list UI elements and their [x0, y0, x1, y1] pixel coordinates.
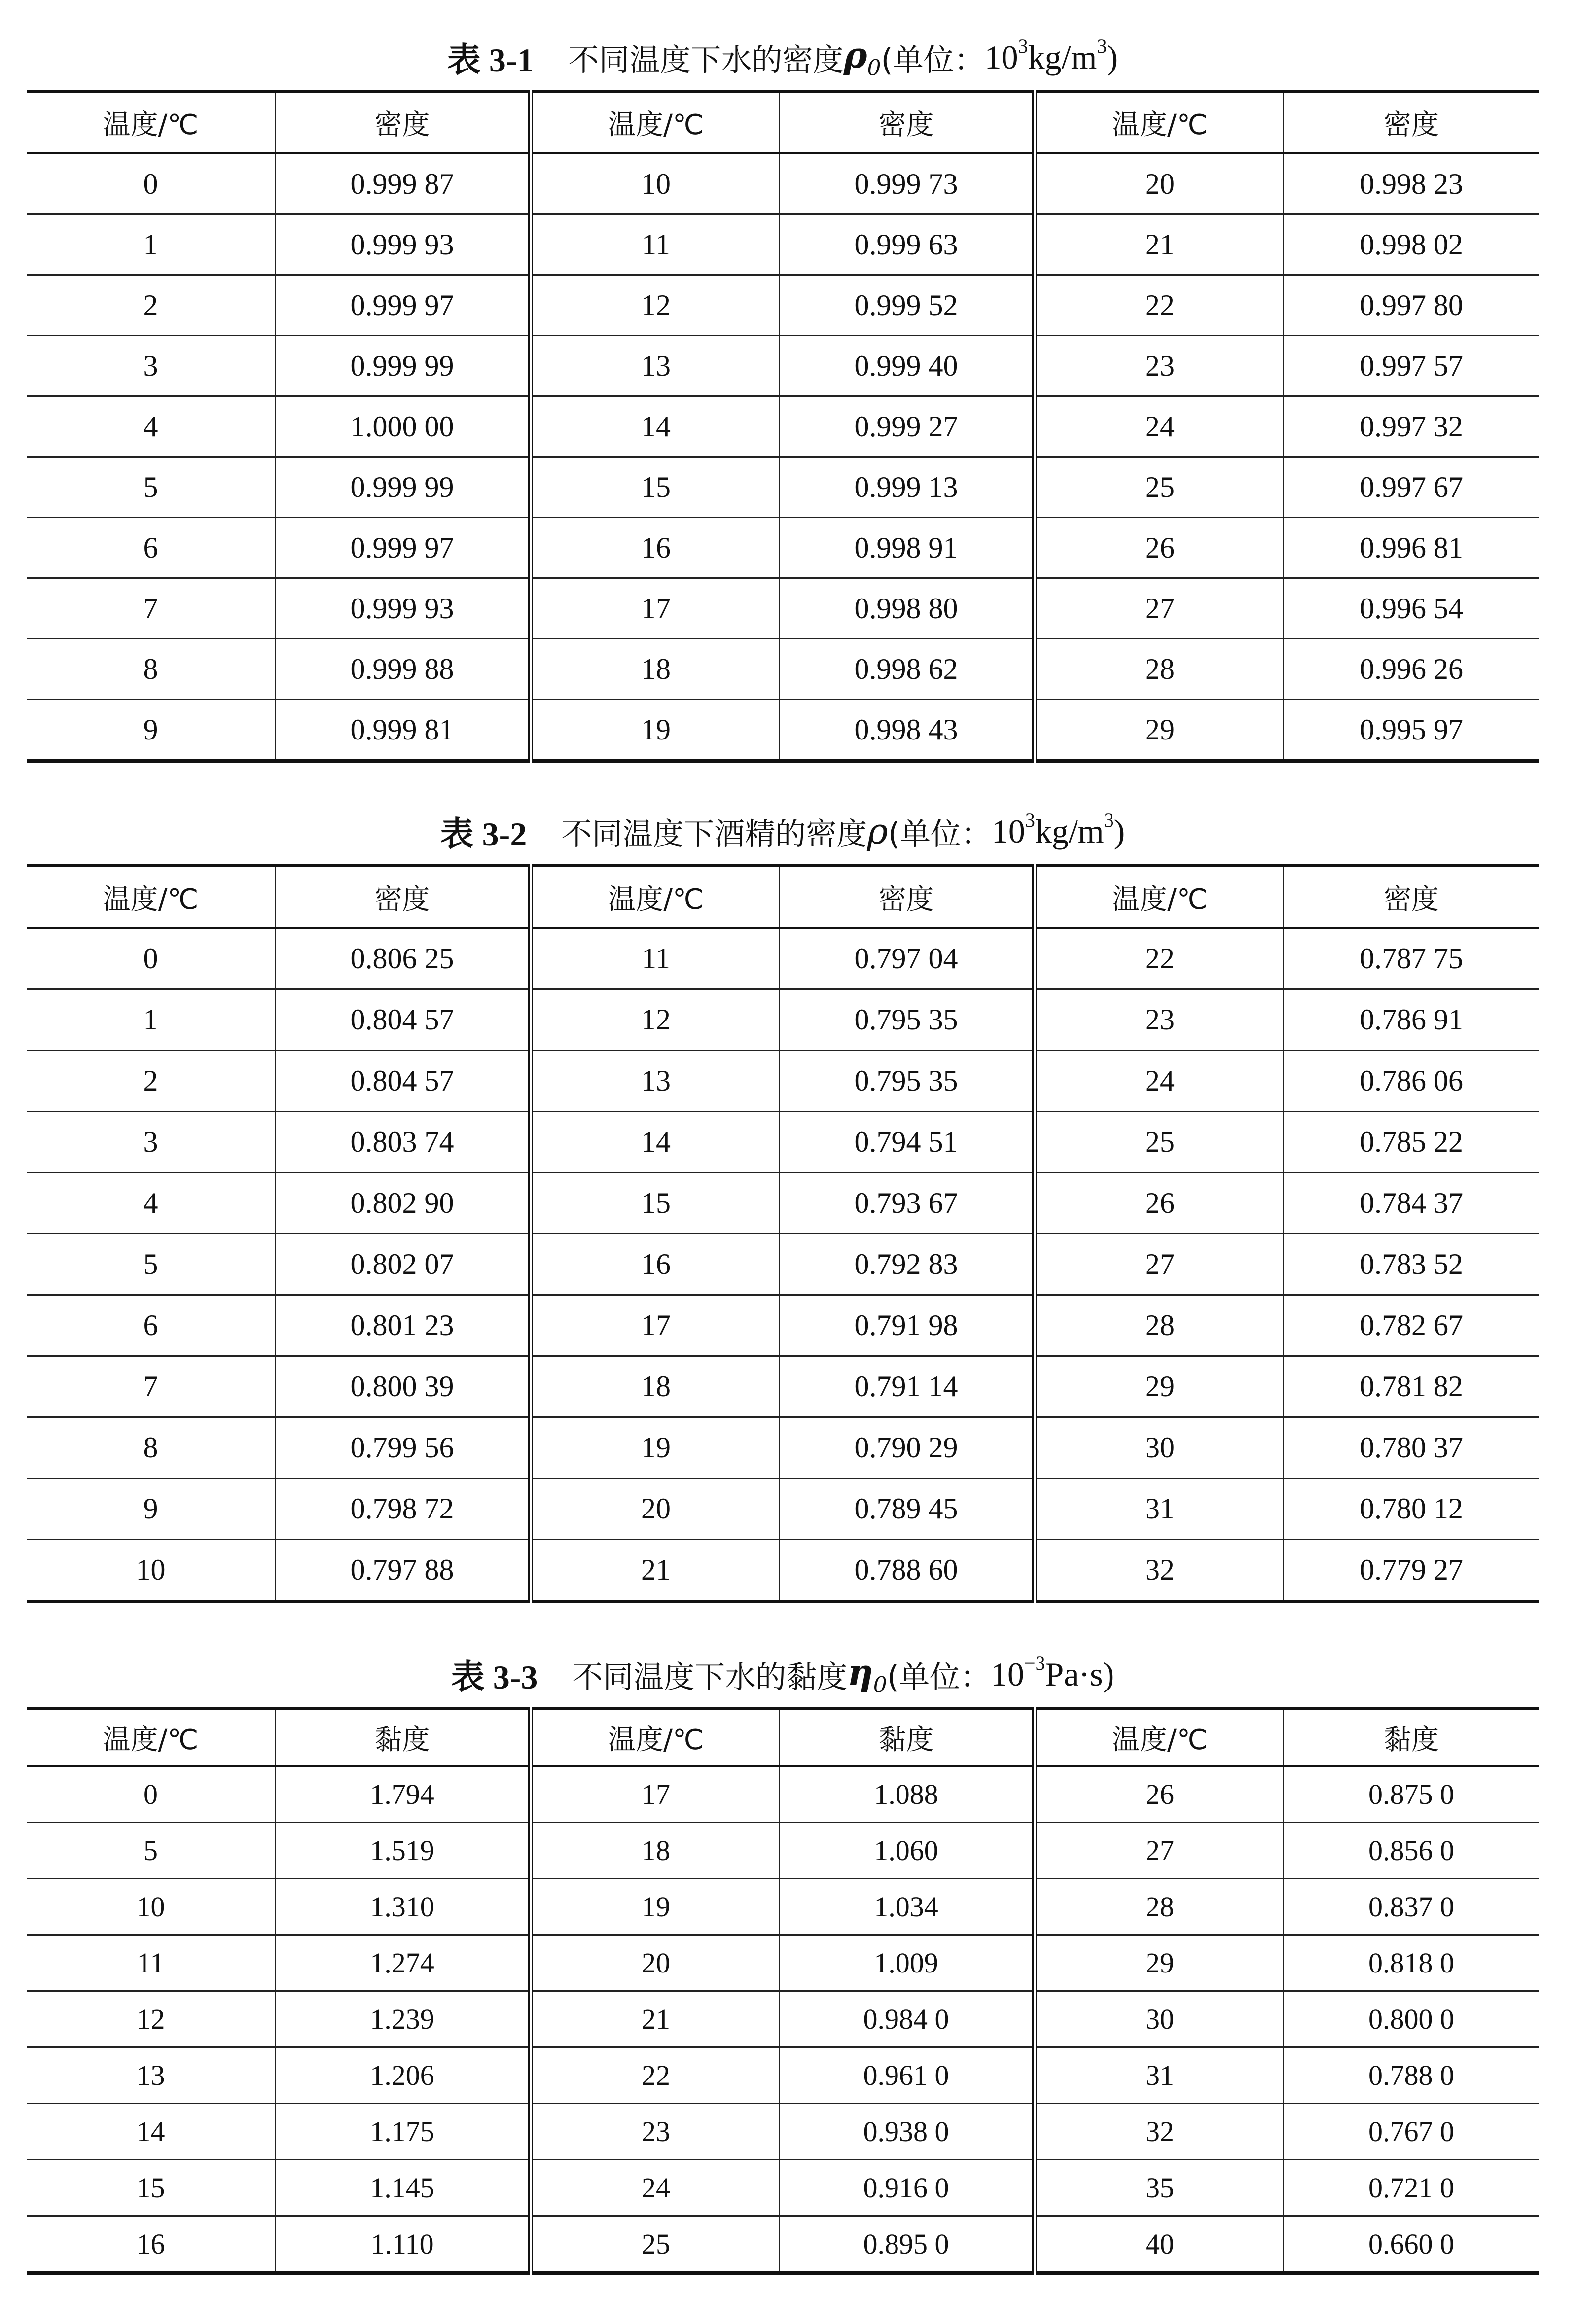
- column-header: 温度/℃: [27, 92, 276, 154]
- symbol: $\rho_0$: [843, 34, 881, 81]
- table-caption: [27, 799, 1539, 864]
- table-row: [27, 1173, 1539, 1234]
- value-cell: 0.999 99: [276, 457, 531, 518]
- temperature-cell: 1: [27, 214, 276, 275]
- table-row: [27, 1112, 1539, 1173]
- column-header: 黏度: [780, 1709, 1035, 1766]
- temperature-cell: 27: [1035, 1234, 1284, 1295]
- value-cell: 0.791 98: [780, 1295, 1035, 1356]
- temperature-cell: 25: [531, 2216, 780, 2273]
- value-cell: 0.782 67: [1283, 1295, 1539, 1356]
- table-row: [27, 1991, 1539, 2047]
- temperature-cell: 31: [1035, 2047, 1284, 2104]
- temperature-cell: 6: [27, 518, 276, 578]
- temperature-cell: 11: [531, 214, 780, 275]
- temperature-cell: 6: [27, 1295, 276, 1356]
- table-number: 表 3-1: [447, 41, 534, 79]
- column-header: 温度/℃: [1035, 1709, 1284, 1766]
- table-row: [27, 1479, 1539, 1540]
- value-cell: 1.175: [276, 2104, 531, 2160]
- value-cell: 0.794 51: [780, 1112, 1035, 1173]
- temperature-cell: 21: [531, 1540, 780, 1602]
- temperature-cell: 2: [27, 275, 276, 336]
- value-cell: 0.800 0: [1283, 1991, 1539, 2047]
- temperature-cell: 19: [531, 1879, 780, 1935]
- temperature-cell: 26: [1035, 1766, 1284, 1823]
- unit: $10^{-3}Pa\cdot s$): [990, 1652, 1114, 1693]
- value-cell: 0.795 35: [780, 989, 1035, 1051]
- temperature-cell: 0: [27, 1766, 276, 1823]
- table-row: [27, 1417, 1539, 1479]
- table-row: [27, 1823, 1539, 1879]
- value-cell: 0.856 0: [1283, 1823, 1539, 1879]
- value-cell: 0.798 72: [276, 1479, 531, 1540]
- value-cell: 0.998 62: [780, 639, 1035, 700]
- table-title: 不同温度下酒精的密度: [561, 815, 867, 852]
- temperature-cell: 22: [1035, 275, 1284, 336]
- value-cell: 0.997 67: [1283, 457, 1539, 518]
- column-header: 密度: [780, 92, 1035, 154]
- value-cell: 1.009: [780, 1935, 1035, 1991]
- table-row: [27, 214, 1539, 275]
- temperature-cell: 30: [1035, 1991, 1284, 2047]
- value-cell: 0.999 87: [276, 153, 531, 214]
- temperature-cell: 16: [27, 2216, 276, 2273]
- table-title: 不同温度下水的黏度: [572, 1658, 848, 1695]
- temperature-cell: 27: [1035, 578, 1284, 639]
- column-header: 密度: [276, 866, 531, 928]
- value-cell: 0.999 81: [276, 700, 531, 761]
- value-cell: 0.804 57: [276, 989, 531, 1051]
- column-header: 温度/℃: [531, 1709, 780, 1766]
- table-row: [27, 518, 1539, 578]
- temperature-cell: 3: [27, 336, 276, 396]
- value-cell: 0.791 14: [780, 1356, 1035, 1417]
- value-cell: 0.998 80: [780, 578, 1035, 639]
- temperature-cell: 18: [531, 639, 780, 700]
- value-cell: 1.519: [276, 1823, 531, 1879]
- temperature-cell: 16: [531, 518, 780, 578]
- temperature-cell: 26: [1035, 518, 1284, 578]
- column-header: 温度/℃: [1035, 92, 1284, 154]
- temperature-cell: 30: [1035, 1417, 1284, 1479]
- unit: $10^3kg/m^3$): [991, 809, 1125, 850]
- temperature-cell: 29: [1035, 700, 1284, 761]
- value-cell: 0.803 74: [276, 1112, 531, 1173]
- temperature-cell: 17: [531, 1295, 780, 1356]
- column-header: 温度/℃: [531, 866, 780, 928]
- value-cell: 0.786 06: [1283, 1051, 1539, 1112]
- table-row: [27, 336, 1539, 396]
- value-cell: 0.804 57: [276, 1051, 531, 1112]
- value-cell: 0.767 0: [1283, 2104, 1539, 2160]
- column-header: 黏度: [1283, 1709, 1539, 1766]
- value-cell: 0.837 0: [1283, 1879, 1539, 1935]
- temperature-cell: 24: [1035, 1051, 1284, 1112]
- value-cell: 0.802 90: [276, 1173, 531, 1234]
- header-row: [27, 1709, 1539, 1766]
- temperature-cell: 4: [27, 396, 276, 457]
- temperature-cell: 16: [531, 1234, 780, 1295]
- temperature-cell: 1: [27, 989, 276, 1051]
- temperature-cell: 19: [531, 700, 780, 761]
- temperature-cell: 24: [531, 2160, 780, 2216]
- temperature-cell: 35: [1035, 2160, 1284, 2216]
- symbol: ρ: [867, 810, 888, 852]
- table-row: [27, 1766, 1539, 1823]
- value-cell: 0.790 29: [780, 1417, 1035, 1479]
- value-cell: 0.998 23: [1283, 153, 1539, 214]
- table-caption: [27, 1642, 1539, 1707]
- value-cell: 1.088: [780, 1766, 1035, 1823]
- temperature-cell: 15: [531, 457, 780, 518]
- data-table: [27, 864, 1539, 1603]
- column-header: 密度: [1283, 866, 1539, 928]
- value-cell: 0.895 0: [780, 2216, 1035, 2273]
- value-cell: 0.999 99: [276, 336, 531, 396]
- symbol: $\eta_0$: [847, 1651, 887, 1698]
- column-header: 密度: [276, 92, 531, 154]
- data-table: [27, 90, 1539, 763]
- table-row: [27, 1540, 1539, 1602]
- value-cell: 0.998 43: [780, 700, 1035, 761]
- table-row: [27, 1935, 1539, 1991]
- table-row: [27, 2160, 1539, 2216]
- temperature-cell: 22: [531, 2047, 780, 2104]
- temperature-cell: 5: [27, 1234, 276, 1295]
- table-row: [27, 1051, 1539, 1112]
- value-cell: 0.786 91: [1283, 989, 1539, 1051]
- temperature-cell: 20: [531, 1479, 780, 1540]
- table-section-water-density: [27, 25, 1539, 763]
- value-cell: 0.998 91: [780, 518, 1035, 578]
- value-cell: 1.000 00: [276, 396, 531, 457]
- temperature-cell: 13: [27, 2047, 276, 2104]
- value-cell: 0.999 97: [276, 275, 531, 336]
- value-cell: 0.799 56: [276, 1417, 531, 1479]
- temperature-cell: 27: [1035, 1823, 1284, 1879]
- temperature-cell: 28: [1035, 1295, 1284, 1356]
- value-cell: 0.999 97: [276, 518, 531, 578]
- temperature-cell: 17: [531, 578, 780, 639]
- value-cell: 0.801 23: [276, 1295, 531, 1356]
- value-cell: 0.780 37: [1283, 1417, 1539, 1479]
- value-cell: 0.787 75: [1283, 928, 1539, 989]
- column-header: 黏度: [276, 1709, 531, 1766]
- temperature-cell: 29: [1035, 1356, 1284, 1417]
- table-row: [27, 2104, 1539, 2160]
- table-row: [27, 989, 1539, 1051]
- value-cell: 0.797 04: [780, 928, 1035, 989]
- value-cell: 1.239: [276, 1991, 531, 2047]
- unit-prefix: (单位：: [887, 1658, 991, 1695]
- temperature-cell: 28: [1035, 1879, 1284, 1935]
- temperature-cell: 9: [27, 700, 276, 761]
- table-row: [27, 700, 1539, 761]
- value-cell: 1.206: [276, 2047, 531, 2104]
- table-row: [27, 153, 1539, 214]
- table-number: 表 3-2: [440, 815, 527, 853]
- table-row: [27, 928, 1539, 989]
- table-title: 不同温度下水的密度: [568, 41, 844, 78]
- temperature-cell: 15: [27, 2160, 276, 2216]
- temperature-cell: 21: [531, 1991, 780, 2047]
- temperature-cell: 12: [27, 1991, 276, 2047]
- value-cell: 0.999 13: [780, 457, 1035, 518]
- temperature-cell: 7: [27, 1356, 276, 1417]
- table-row: [27, 2047, 1539, 2104]
- temperature-cell: 8: [27, 1417, 276, 1479]
- temperature-cell: 28: [1035, 639, 1284, 700]
- table-section-water-viscosity: [27, 1642, 1539, 2275]
- value-cell: 0.781 82: [1283, 1356, 1539, 1417]
- temperature-cell: 11: [531, 928, 780, 989]
- temperature-cell: 9: [27, 1479, 276, 1540]
- value-cell: 0.995 97: [1359, 713, 1463, 746]
- temperature-cell: 22: [1035, 928, 1284, 989]
- value-cell: 0.916 0: [780, 2160, 1035, 2216]
- value-cell: 0.800 39: [276, 1356, 531, 1417]
- table-row: [27, 457, 1539, 518]
- unit-prefix: (单位：: [888, 815, 992, 852]
- column-header: 温度/℃: [27, 866, 276, 928]
- table-row: [27, 1234, 1539, 1295]
- table-row: [27, 1879, 1539, 1935]
- temperature-cell: 32: [1035, 1540, 1284, 1602]
- value-cell: 0.961 0: [780, 2047, 1035, 2104]
- value-cell: 0.788 0: [1283, 2047, 1539, 2104]
- value-cell: 0.997 57: [1283, 336, 1539, 396]
- value-cell: 0.998 02: [1283, 214, 1539, 275]
- temperature-cell: 0: [27, 928, 276, 989]
- column-header: 密度: [780, 866, 1035, 928]
- temperature-cell: 20: [1035, 153, 1284, 214]
- value-cell: 0.984 0: [780, 1991, 1035, 2047]
- temperature-cell: 15: [531, 1173, 780, 1234]
- value-cell: 0.997 32: [1283, 396, 1539, 457]
- column-header: 温度/℃: [27, 1709, 276, 1766]
- value-cell: 0.999 27: [780, 396, 1035, 457]
- value-cell: 1.794: [276, 1766, 531, 1823]
- temperature-cell: 4: [27, 1173, 276, 1234]
- value-cell: 0.999 63: [780, 214, 1035, 275]
- temperature-cell: 23: [1035, 989, 1284, 1051]
- value-cell: 1.110: [276, 2216, 531, 2273]
- temperature-cell: 29: [1035, 1935, 1284, 1991]
- value-cell: 0.792 83: [780, 1234, 1035, 1295]
- temperature-cell: 20: [531, 1935, 780, 1991]
- value-cell: 1.310: [276, 1879, 531, 1935]
- value-cell: 0.795 35: [780, 1051, 1035, 1112]
- column-header: 温度/℃: [531, 92, 780, 154]
- temperature-cell: 5: [27, 457, 276, 518]
- value-cell: 0.999 40: [780, 336, 1035, 396]
- value-cell: 0.793 67: [780, 1173, 1035, 1234]
- temperature-cell: 7: [27, 578, 276, 639]
- value-cell: 0.783 52: [1283, 1234, 1539, 1295]
- temperature-cell: 0: [27, 153, 276, 214]
- temperature-cell: 25: [1035, 457, 1284, 518]
- temperature-cell: 3: [27, 1112, 276, 1173]
- value-cell: 0.999 73: [780, 153, 1035, 214]
- temperature-cell: 18: [531, 1356, 780, 1417]
- value-cell: 0.785 22: [1283, 1112, 1539, 1173]
- value-cell: 0.788 60: [780, 1540, 1035, 1602]
- value-cell: 0.999 52: [780, 275, 1035, 336]
- value-cell: 1.060: [780, 1823, 1035, 1879]
- value-cell: 0.996 54: [1283, 578, 1539, 639]
- table-section-alcohol-density: [27, 799, 1539, 1603]
- table-row: [27, 275, 1539, 336]
- table-row: [27, 639, 1539, 700]
- value-cell: 0.806 25: [276, 928, 531, 989]
- header-row: [27, 92, 1539, 154]
- value-cell: 0.996 81: [1283, 518, 1539, 578]
- value-cell: 0.660 0: [1368, 2228, 1454, 2260]
- value-cell: 0.780 12: [1283, 1479, 1539, 1540]
- value-cell: 0.802 07: [276, 1234, 531, 1295]
- value-cell: 0.997 80: [1283, 275, 1539, 336]
- header-row: [27, 866, 1539, 928]
- value-cell: 0.999 93: [276, 578, 531, 639]
- value-cell: 0.938 0: [780, 2104, 1035, 2160]
- temperature-cell: 18: [531, 1823, 780, 1879]
- temperature-cell: 17: [531, 1766, 780, 1823]
- temperature-cell: 32: [1035, 2104, 1284, 2160]
- column-header: 温度/℃: [1035, 866, 1284, 928]
- temperature-cell: 14: [531, 396, 780, 457]
- temperature-cell: 26: [1035, 1173, 1284, 1234]
- value-cell: 1.145: [276, 2160, 531, 2216]
- temperature-cell: 31: [1035, 1479, 1284, 1540]
- table-row: [27, 1295, 1539, 1356]
- column-header: 密度: [1283, 92, 1539, 154]
- value-cell: 0.818 0: [1283, 1935, 1539, 1991]
- temperature-cell: 10: [27, 1879, 276, 1935]
- temperature-cell: 2: [27, 1051, 276, 1112]
- temperature-cell: 25: [1035, 1112, 1284, 1173]
- temperature-cell: 14: [27, 2104, 276, 2160]
- value-cell: 1.034: [780, 1879, 1035, 1935]
- value-cell: 1.274: [276, 1935, 531, 1991]
- table-row: [27, 396, 1539, 457]
- temperature-cell: 23: [1035, 336, 1284, 396]
- value-cell: 0.784 37: [1283, 1173, 1539, 1234]
- temperature-cell: 10: [27, 1540, 276, 1602]
- temperature-cell: 14: [531, 1112, 780, 1173]
- temperature-cell: 12: [531, 275, 780, 336]
- temperature-cell: 13: [531, 1051, 780, 1112]
- value-cell: 0.996 26: [1283, 639, 1539, 700]
- value-cell: 0.797 88: [276, 1540, 531, 1602]
- temperature-cell: 12: [531, 989, 780, 1051]
- temperature-cell: 13: [531, 336, 780, 396]
- value-cell: 0.789 45: [780, 1479, 1035, 1540]
- temperature-cell: 21: [1035, 214, 1284, 275]
- table-row: [27, 1356, 1539, 1417]
- value-cell: 0.999 88: [276, 639, 531, 700]
- data-table: [27, 1707, 1539, 2275]
- value-cell: 0.999 93: [276, 214, 531, 275]
- temperature-cell: 11: [27, 1935, 276, 1991]
- unit-prefix: (单位：: [881, 41, 985, 78]
- table-row: [27, 2216, 1539, 2273]
- temperature-cell: 5: [27, 1823, 276, 1879]
- table-number: 表 3-3: [451, 1658, 538, 1696]
- table-row: [27, 578, 1539, 639]
- temperature-cell: 10: [531, 153, 780, 214]
- temperature-cell: 24: [1035, 396, 1284, 457]
- table-caption: [27, 25, 1539, 90]
- value-cell: 0.875 0: [1283, 1766, 1539, 1823]
- temperature-cell: 40: [1035, 2216, 1284, 2273]
- temperature-cell: 23: [531, 2104, 780, 2160]
- unit: $10^3kg/m^3$): [984, 35, 1118, 76]
- value-cell: 0.779 27: [1359, 1553, 1463, 1586]
- temperature-cell: 8: [27, 639, 276, 700]
- value-cell: 0.721 0: [1283, 2160, 1539, 2216]
- temperature-cell: 19: [531, 1417, 780, 1479]
